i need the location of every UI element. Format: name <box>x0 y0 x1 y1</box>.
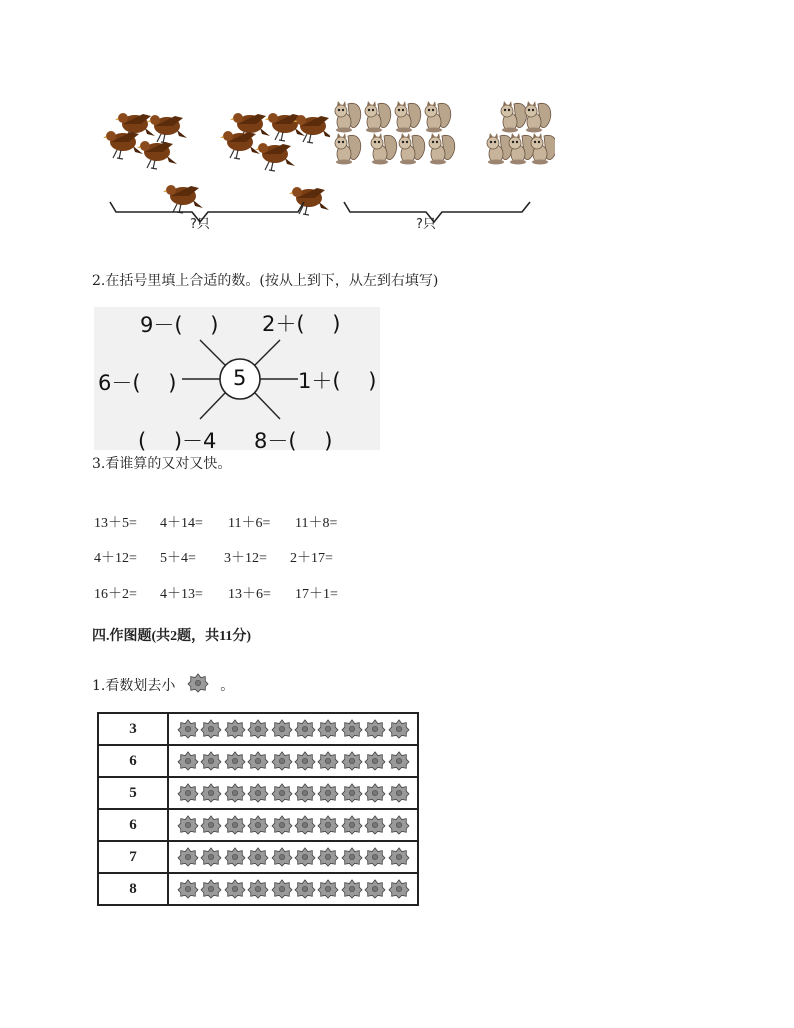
sun-diagram <box>94 307 380 453</box>
flower-icon[interactable] <box>317 719 339 739</box>
flower-cell <box>168 873 418 905</box>
flower-icon[interactable] <box>224 719 246 739</box>
flower-cell <box>168 809 418 841</box>
row-number: 6 <box>98 745 168 777</box>
calc-r1-c3: 11＋6= <box>228 516 271 531</box>
flower-icon[interactable] <box>388 719 410 739</box>
flower-icon[interactable] <box>177 783 199 803</box>
calc-r2-c3: 3＋12= <box>224 551 267 566</box>
row-number: 6 <box>98 809 168 841</box>
expr-top-left[interactable]: 9－( ) <box>140 313 219 337</box>
center-number: 5 <box>233 366 247 390</box>
flower-icon[interactable] <box>224 879 246 899</box>
flower-icon[interactable] <box>177 879 199 899</box>
table-row <box>98 713 418 745</box>
flower-icon[interactable] <box>247 847 269 867</box>
flower-icon <box>186 673 210 693</box>
flower-icon[interactable] <box>271 879 293 899</box>
calc-r2-c2: 5＋4= <box>160 551 196 566</box>
flower-icon[interactable] <box>271 815 293 835</box>
expr-left[interactable]: 6－( ) <box>98 371 177 395</box>
calc-r3-c1: 16＋2= <box>94 587 137 602</box>
d1-title <box>92 673 234 695</box>
flower-icon[interactable] <box>224 847 246 867</box>
flower-icon[interactable] <box>200 815 222 835</box>
flower-icon[interactable] <box>388 815 410 835</box>
calc-r2-c1: 4＋12= <box>94 551 137 566</box>
calc-r1-c2: 4＋14= <box>160 516 203 531</box>
brace-squirrels <box>342 200 534 224</box>
flower-icon[interactable] <box>294 879 316 899</box>
calc-r3-c3: 13＋6= <box>228 587 271 602</box>
table-row <box>98 873 418 905</box>
flower-icon[interactable] <box>200 783 222 803</box>
flower-icon[interactable] <box>177 847 199 867</box>
table-row <box>98 777 418 809</box>
flower-icon[interactable] <box>317 847 339 867</box>
row-number: 7 <box>98 841 168 873</box>
calc-r2-c4: 2＋17= <box>290 551 333 566</box>
birds-count-label: ?只 <box>190 217 210 232</box>
table-row <box>98 841 418 873</box>
flower-icon[interactable] <box>317 783 339 803</box>
row-number: 3 <box>98 713 168 745</box>
flower-icon[interactable] <box>200 847 222 867</box>
flower-icon[interactable] <box>247 815 269 835</box>
flower-icon[interactable] <box>364 879 386 899</box>
expr-bottom-right[interactable]: 8－( ) <box>254 429 333 453</box>
flower-icon[interactable] <box>364 847 386 867</box>
flower-icon[interactable] <box>388 751 410 771</box>
flower-icon[interactable] <box>200 751 222 771</box>
flower-icon[interactable] <box>341 815 363 835</box>
flower-icon[interactable] <box>247 751 269 771</box>
expr-top-right[interactable]: 2＋( ) <box>262 312 341 336</box>
flower-icon[interactable] <box>317 815 339 835</box>
q3-title: 3.看谁算的又对又快。 <box>92 456 232 472</box>
flower-icon[interactable] <box>364 751 386 771</box>
flower-icon[interactable] <box>271 783 293 803</box>
flower-icon[interactable] <box>247 879 269 899</box>
flower-icon[interactable] <box>247 783 269 803</box>
table-row <box>98 745 418 777</box>
flower-icon[interactable] <box>294 719 316 739</box>
section4-title: 四.作图题(共2题，共11分) <box>92 629 252 644</box>
flower-icon[interactable] <box>341 751 363 771</box>
d1-title-end: 。 <box>220 678 235 694</box>
expr-bottom-left[interactable]: ( )－4 <box>138 429 217 453</box>
flower-icon[interactable] <box>317 879 339 899</box>
flower-icon[interactable] <box>177 815 199 835</box>
flower-icon[interactable] <box>271 751 293 771</box>
flower-icon[interactable] <box>341 719 363 739</box>
flower-icon[interactable] <box>271 719 293 739</box>
flower-icon[interactable] <box>364 719 386 739</box>
flower-icon[interactable] <box>224 783 246 803</box>
row-number: 5 <box>98 777 168 809</box>
flower-icon[interactable] <box>294 847 316 867</box>
flower-cell <box>168 777 418 809</box>
flower-cell <box>168 841 418 873</box>
q2-title: 2.在括号里填上合适的数。(按从上到下，从左到右填写) <box>92 273 439 289</box>
flower-icon[interactable] <box>200 879 222 899</box>
table-row <box>98 809 418 841</box>
flower-icon[interactable] <box>341 879 363 899</box>
row-number: 8 <box>98 873 168 905</box>
flower-icon[interactable] <box>388 879 410 899</box>
calc-r1-c1: 13＋5= <box>94 516 137 531</box>
flower-icon[interactable] <box>388 847 410 867</box>
flower-cell <box>168 745 418 777</box>
calc-r1-c4: 11＋8= <box>295 516 338 531</box>
flower-icon[interactable] <box>224 815 246 835</box>
flower-icon[interactable] <box>388 783 410 803</box>
flower-icon[interactable] <box>247 719 269 739</box>
flower-icon[interactable] <box>341 783 363 803</box>
flower-icon[interactable] <box>294 783 316 803</box>
flower-icon[interactable] <box>271 847 293 867</box>
calc-r3-c4: 17＋1= <box>295 587 338 602</box>
flower-icon[interactable] <box>200 719 222 739</box>
squirrels-picture <box>330 98 555 170</box>
d1-title-text: 1.看数划去小 <box>92 678 176 694</box>
flower-icon[interactable] <box>294 751 316 771</box>
flower-cell <box>168 713 418 745</box>
flower-icon[interactable] <box>364 815 386 835</box>
calc-r3-c2: 4＋13= <box>160 587 203 602</box>
flower-icon[interactable] <box>224 751 246 771</box>
flower-icon[interactable] <box>177 751 199 771</box>
expr-right[interactable]: 1＋( ) <box>298 369 377 393</box>
flower-table <box>97 712 419 906</box>
flower-icon[interactable] <box>177 719 199 739</box>
flower-icon[interactable] <box>294 815 316 835</box>
flower-icon[interactable] <box>341 847 363 867</box>
flower-icon[interactable] <box>317 751 339 771</box>
squirrels-count-label: ?只 <box>416 217 436 232</box>
flower-icon[interactable] <box>364 783 386 803</box>
